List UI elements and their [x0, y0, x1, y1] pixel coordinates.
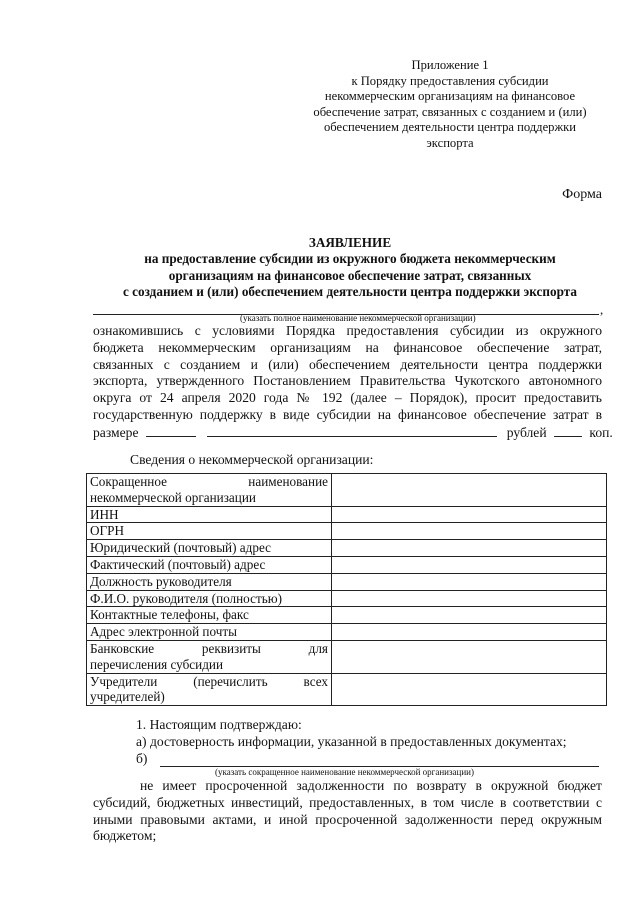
table-row-label [87, 556, 332, 573]
confirm-item-b: б) [136, 751, 148, 766]
label-line: учредителей) [90, 689, 165, 705]
document-title [78, 235, 622, 301]
table-row-label [87, 640, 332, 673]
appendix-line: обеспечением деятельности центра поддержки [323, 120, 577, 135]
label-line: ИНН [90, 506, 119, 522]
paragraph-line: государственную поддержку в виде субсидии на финансовое обеспечение затрат в [93, 406, 602, 422]
paragraph-line: субсидий, бюджетных инвестиций, предоставленных, в том числе в соответствии с [93, 794, 602, 810]
title-line: на предоставление субсидии из окружного бюджета некоммерческим [144, 251, 556, 267]
table-row [87, 673, 607, 706]
label-line: некоммерческой организации [90, 489, 256, 505]
rub-label: рублей [506, 424, 547, 440]
label-line: Ф.И.О. руководителя (полностью) [90, 590, 282, 606]
label-line: перечисления субсидии [90, 656, 224, 672]
table-row-label [87, 540, 332, 557]
table-row [87, 590, 607, 607]
label-line: ОГРН [90, 523, 125, 539]
table-row-value[interactable] [332, 590, 607, 607]
org-line-comma: , [600, 302, 604, 317]
org-info-table [86, 473, 607, 706]
paragraph-line: экспорта, утвержденного Постановлением Правительства Чукотского автономного [93, 373, 602, 389]
paragraph-line: связанных с созданием и (или) обеспечением деятельности центра поддержки [93, 356, 602, 372]
title-heading: ЗАЯВЛЕНИЕ [308, 235, 392, 250]
kop-label: коп. [589, 424, 613, 440]
table-row [87, 506, 607, 523]
label-line: Контактные телефоны, факс [90, 607, 249, 623]
table-row-value[interactable] [332, 540, 607, 557]
form-label: Форма [562, 187, 602, 202]
appendix-line: Приложение 1 [411, 58, 489, 72]
table-row-value[interactable] [332, 673, 607, 706]
confirm-item-a: а) достоверность информации, указанной в предоставленных документах; [136, 734, 567, 749]
paragraph-line: округа от 24 апреля 2020 года № 192 (далее – Порядок), просит предоставить [93, 390, 602, 406]
title-line: с созданием и (или) обеспечением деятельности центра поддержки экспорта [123, 284, 577, 300]
table-row [87, 607, 607, 624]
amount-line [93, 424, 613, 442]
table-row-value[interactable] [332, 607, 607, 624]
label-line: Учредители (перечислить всех [90, 673, 328, 689]
label-line: Адрес электронной почты [90, 624, 237, 640]
table-row-label [87, 474, 332, 507]
amount-prefix: размере [93, 424, 139, 440]
table-row-label [87, 673, 332, 706]
label-line: Банковские реквизиты для [90, 640, 328, 656]
appendix-line: обеспечение затрат, связанных с созданием и (или) [313, 104, 587, 119]
table-row-value[interactable] [332, 506, 607, 523]
org-info-heading: Сведения о некоммерческой организации: [130, 452, 374, 467]
table-row-label [87, 506, 332, 523]
table-row-label [87, 523, 332, 540]
table-row-value[interactable] [332, 624, 607, 641]
table-row [87, 573, 607, 590]
table-row [87, 523, 607, 540]
table-row-value[interactable] [332, 573, 607, 590]
paragraph-line: бюджета некоммерческим организациям на финансовое обеспечение затрат, [93, 339, 602, 355]
label-line: Фактический (почтовый) адрес [90, 556, 266, 572]
appendix-line: некоммерческим организациям на финансовое [324, 89, 576, 104]
table-row [87, 624, 607, 641]
table-row [87, 540, 607, 557]
appendix-header [300, 58, 600, 152]
label-line: Сокращенное наименование [90, 474, 328, 489]
short-org-name-field[interactable] [160, 754, 599, 767]
kop-field[interactable] [554, 424, 582, 437]
table-row-label [87, 590, 332, 607]
table-row-value[interactable] [332, 474, 607, 507]
paragraph-line: иными правовыми актами, и иной просроченной задолженности перед окружным [93, 811, 602, 827]
table-row-label [87, 607, 332, 624]
debt-paragraph [93, 778, 602, 845]
paragraph-line: не имеет просроченной задолженности по возврату в окружной бюджет [140, 778, 602, 793]
table-row-label [87, 573, 332, 590]
confirm-item-1: 1. Настоящим подтверждаю: [136, 717, 302, 732]
appendix-line: экспорта [426, 135, 474, 150]
title-line: организациям на финансовое обеспечение затрат, связанных [168, 267, 532, 283]
table-row-value[interactable] [332, 556, 607, 573]
table-row-value[interactable] [332, 640, 607, 673]
table-row [87, 474, 607, 507]
amount-words-field[interactable] [207, 424, 497, 437]
appendix-line: к Порядку предоставления субсидии [351, 73, 549, 88]
label-line: Юридический (почтовый) адрес [90, 540, 271, 556]
table-row-value[interactable] [332, 523, 607, 540]
table-row [87, 556, 607, 573]
org-name-hint: (указать полное наименование некоммерческой организации) [240, 313, 476, 323]
amount-number-field[interactable] [146, 424, 196, 437]
paragraph-line: бюджетом; [93, 828, 157, 844]
table-row [87, 640, 607, 673]
short-org-name-hint: (указать сокращенное наименование некоммерческой организации) [215, 767, 474, 777]
table-row-label [87, 624, 332, 641]
application-paragraph [93, 323, 613, 442]
label-line: Должность руководителя [90, 573, 232, 589]
paragraph-line: ознакомившись с условиями Порядка предоставления субсидии из окружного [93, 323, 602, 338]
